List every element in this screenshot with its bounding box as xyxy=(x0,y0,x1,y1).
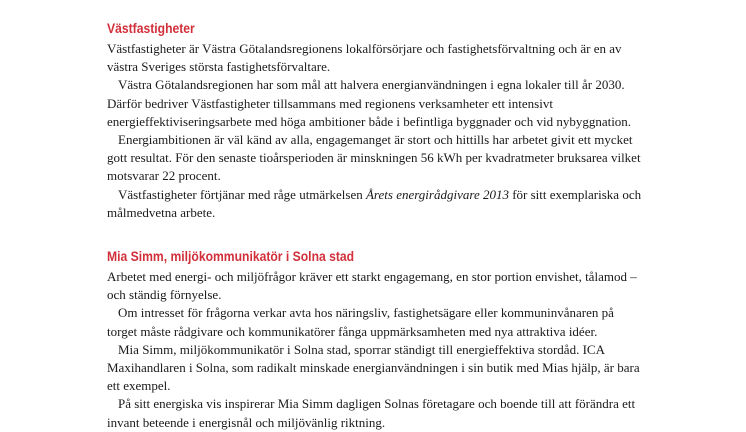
paragraph: Om intresset för frågorna verkar avta hos näringsliv, fastighetsägare eller kommuninvånaren på torget måste rådgivare och kommunikatörer fånga uppmärksamheten med nya attraktiva idéer. xyxy=(107,305,614,339)
award-name: Årets energirådgivare 2013 xyxy=(365,186,509,202)
paragraph-text: för sitt exemplariska och målmedvetna arbete. xyxy=(107,186,642,220)
section-mia-simm xyxy=(107,248,647,432)
paragraph-text: Västfastigheter förtjänar med råge utmärkelsen xyxy=(118,186,366,202)
section-vastfastigheter xyxy=(107,20,647,222)
section-heading: Västfastigheter xyxy=(107,21,195,36)
section-heading: Mia Simm, miljökommunikatör i Solna stad xyxy=(107,249,355,264)
paragraph: Arbetet med energi- och miljöfrågor kräver ett starkt engagemang, en stor portion envishet, tålamod – och ständig förnyelse. xyxy=(107,269,637,303)
paragraph: Energiambitionen är väl känd av alla, engagemanget är stort och hittills har arbetet givit ett mycket gott resultat. För den senaste tioårsperioden är minskningen 56 kWh per kvadratmeter bruksarea vilket motsvarar 22 procent. xyxy=(107,132,641,184)
paragraph: Västra Götalandsregionen har som mål att halvera energianvändningen i egna lokaler till år 2030. Därför bedriver Västfastigheter tillsammans med regionens verksamheter ett intensivt energieffektiviseringsarbete med höga ambitioner både i befintliga byggnader och vid nybyggnation. xyxy=(107,77,632,129)
paragraph: På sitt energiska vis inspirerar Mia Simm dagligen Solnas företagare och boende till att förändra ett invant beteende i energisnål och miljövänlig riktning. xyxy=(107,396,636,430)
paragraph: Västfastigheter är Västra Götalandsregionens lokalförsörjare och fastighetsförvaltning och är en av västra Sveriges största fastighetsförvaltare. xyxy=(107,41,622,75)
paragraph: Mia Simm, miljökommunikatör i Solna stad, sporrar ständigt till energieffektiva stordåd. ICA Maxihandlaren i Solna, som radikalt minskade energianvändningen i sin butik med Mias hjälp, är bara ett exempel. xyxy=(107,341,640,394)
paragraph xyxy=(107,186,647,222)
